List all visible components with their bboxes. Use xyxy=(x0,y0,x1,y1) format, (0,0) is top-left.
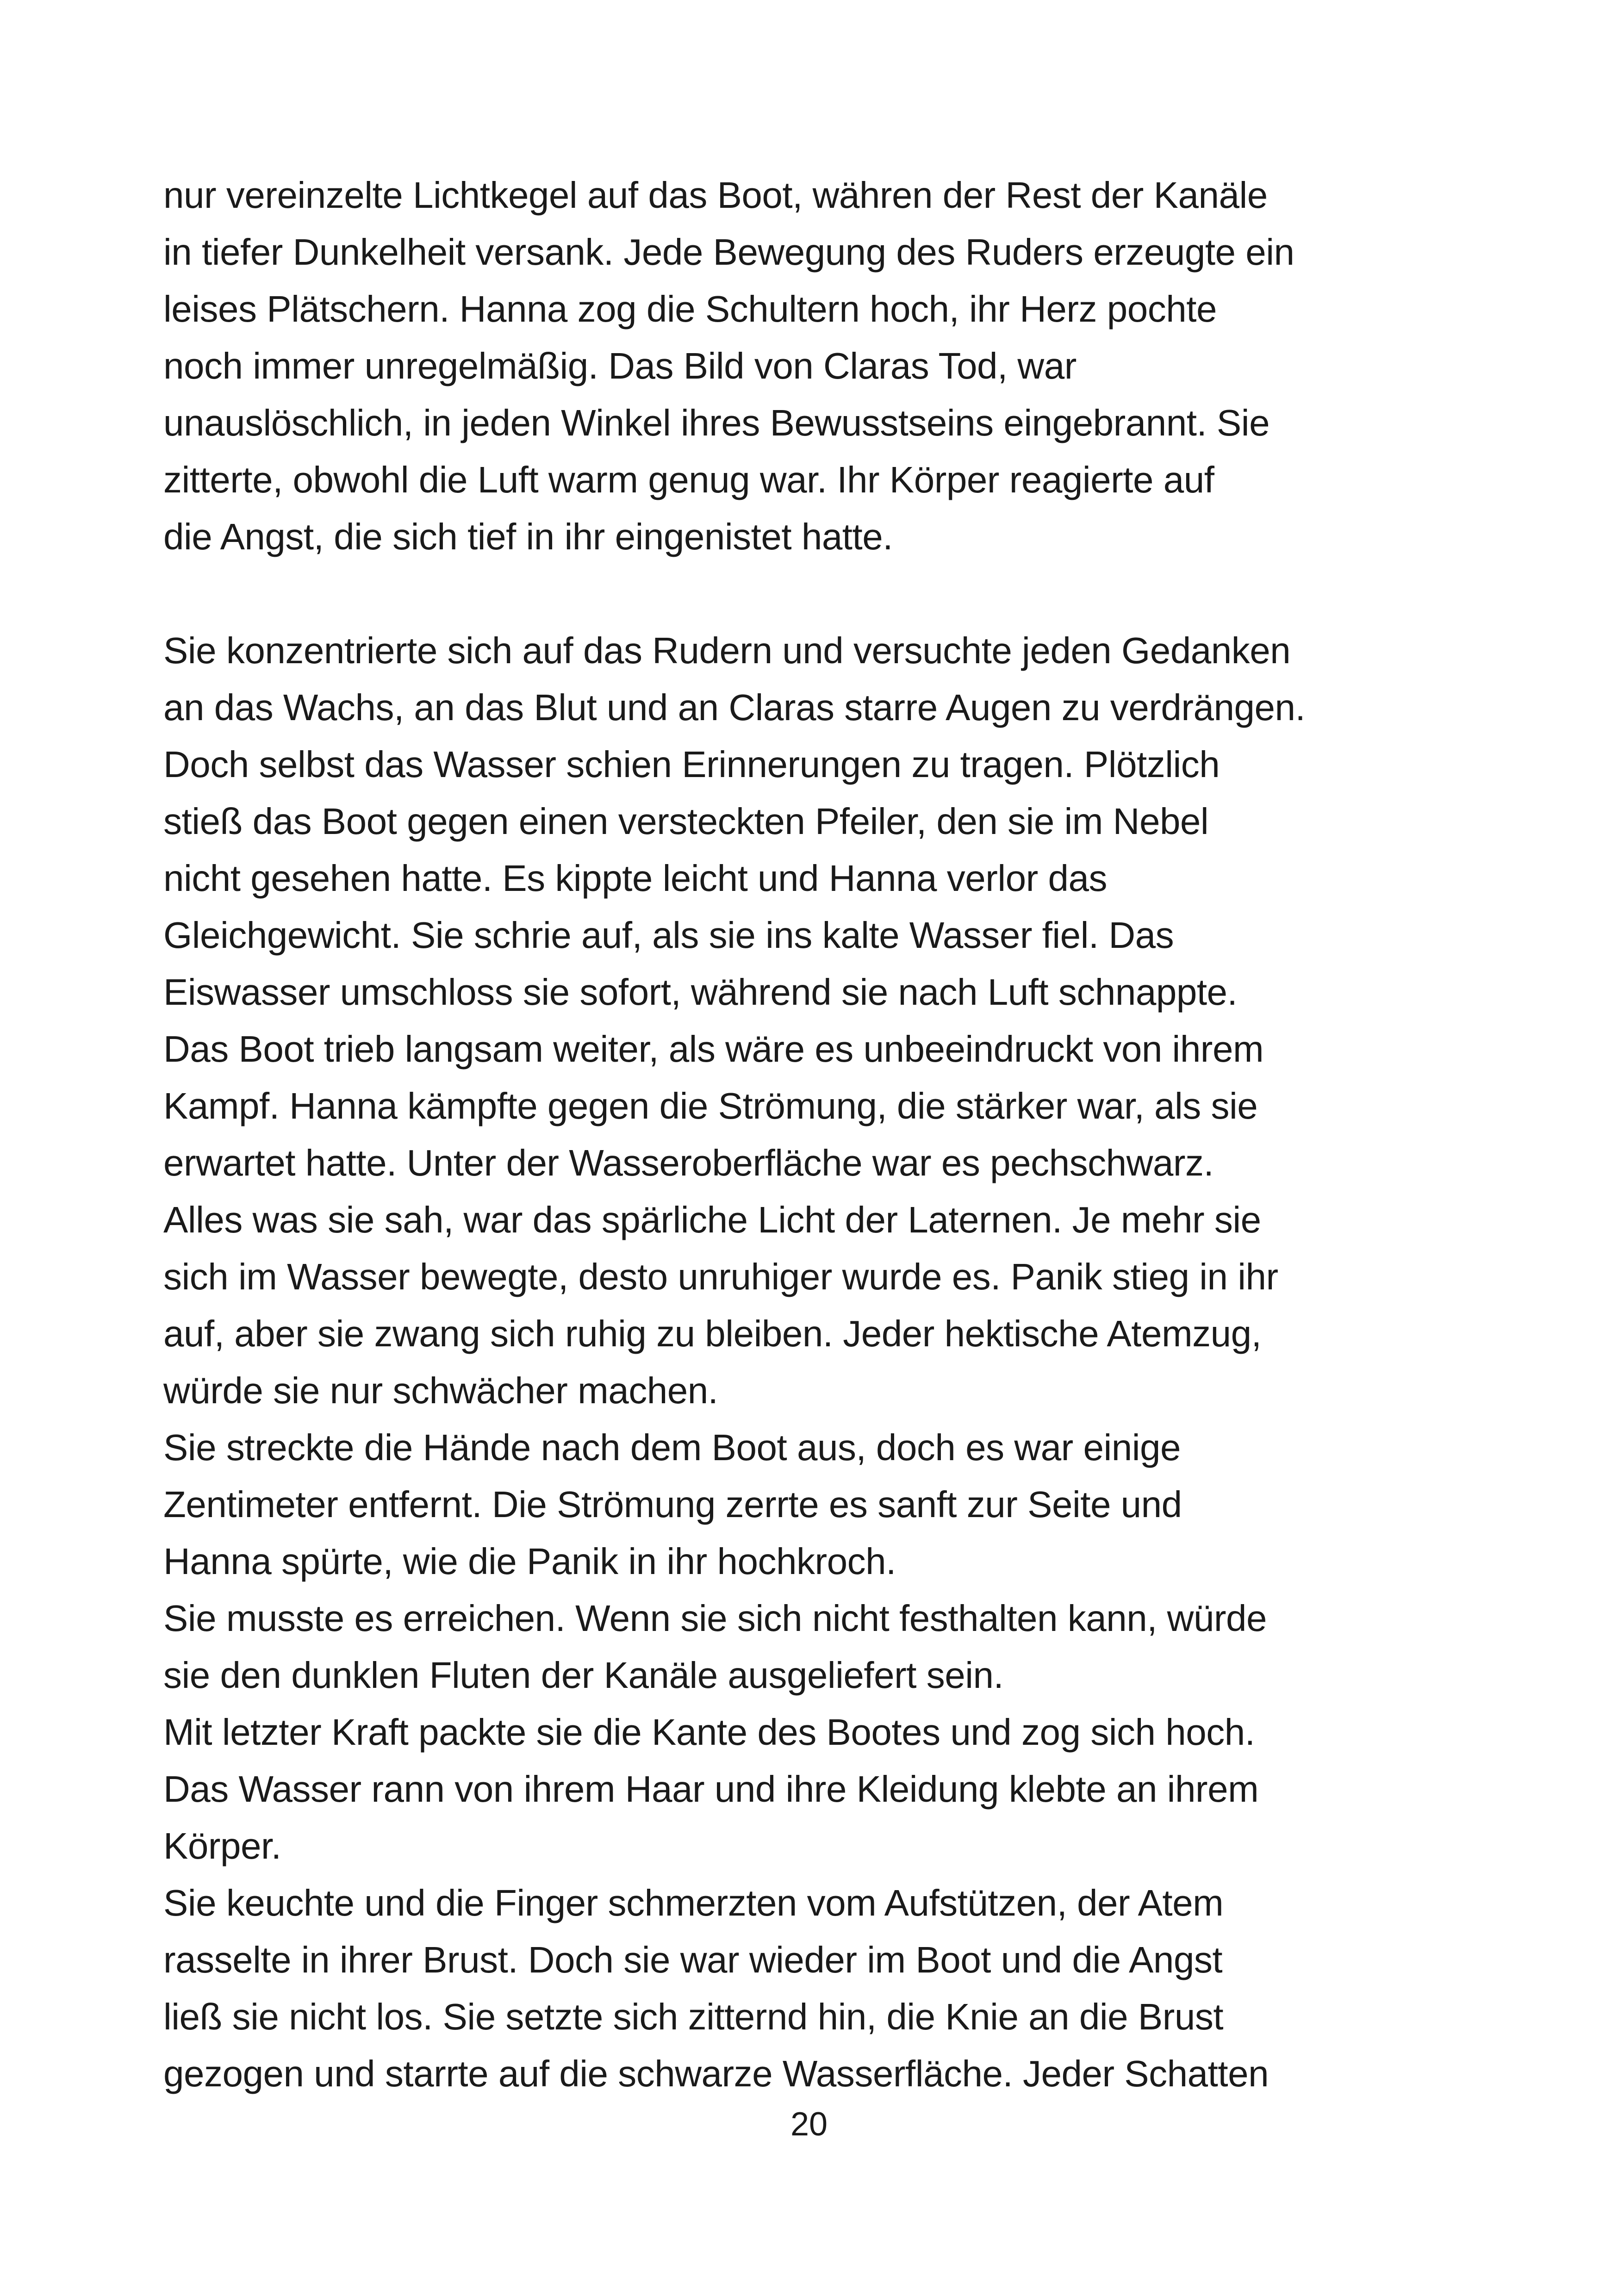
text-line: Sie keuchte und die Finger schmerzten vom Aufstützen, der Atem xyxy=(163,1882,1224,1923)
paragraph-2 xyxy=(163,622,1496,2102)
text-line: nicht gesehen hatte. Es kippte leicht und Hanna verlor das xyxy=(163,858,1107,899)
paragraph-gap xyxy=(163,565,1496,622)
text-line: Körper. xyxy=(163,1825,281,1867)
text-line: Sie streckte die Hände nach dem Boot aus, doch es war einige xyxy=(163,1427,1181,1468)
text-line: Sie musste es erreichen. Wenn sie sich nicht festhalten kann, würde xyxy=(163,1598,1267,1639)
text-line: sich im Wasser bewegte, desto unruhiger wurde es. Panik stieg in ihr xyxy=(163,1256,1278,1297)
text-line: leises Plätschern. Hanna zog die Schultern hoch, ihr Herz pochte xyxy=(163,288,1217,330)
text-line: erwartet hatte. Unter der Wasseroberfläche war es pechschwarz. xyxy=(163,1142,1214,1183)
text-line: unauslöschlich, in jeden Winkel ihres Bewusstseins eingebrannt. Sie xyxy=(163,402,1270,443)
text-line: noch immer unregelmäßig. Das Bild von Claras Tod, war xyxy=(163,345,1077,386)
text-line: Hanna spürte, wie die Panik in ihr hochkroch. xyxy=(163,1541,896,1582)
text-line: Zentimeter entfernt. Die Strömung zerrte es sanft zur Seite und xyxy=(163,1484,1182,1525)
page-number: 20 xyxy=(790,2106,828,2143)
body-text xyxy=(163,167,1496,2102)
text-line: an das Wachs, an das Blut und an Claras starre Augen zu verdrängen. xyxy=(163,687,1306,728)
text-line: stieß das Boot gegen einen versteckten Pfeiler, den sie im Nebel xyxy=(163,801,1209,842)
text-line: Das Wasser rann von ihrem Haar und ihre Kleidung klebte an ihrem xyxy=(163,1768,1259,1810)
text-line: würde sie nur schwächer machen. xyxy=(163,1370,718,1411)
text-line: Doch selbst das Wasser schien Erinnerungen zu tragen. Plötzlich xyxy=(163,744,1220,785)
text-line: Alles was sie sah, war das spärliche Licht der Laternen. Je mehr sie xyxy=(163,1199,1261,1240)
text-line: sie den dunklen Fluten der Kanäle ausgeliefert sein. xyxy=(163,1655,1004,1696)
text-line: Gleichgewicht. Sie schrie auf, als sie ins kalte Wasser fiel. Das xyxy=(163,915,1174,956)
text-line: ließ sie nicht los. Sie setzte sich zitternd hin, die Knie an die Brust xyxy=(163,1996,1224,2037)
text-line: gezogen und starrte auf die schwarze Wasserfläche. Jeder Schatten xyxy=(163,2053,1269,2094)
text-line: zitterte, obwohl die Luft warm genug war. Ihr Körper reagierte auf xyxy=(163,459,1214,500)
text-line: Sie konzentrierte sich auf das Rudern und versuchte jeden Gedanken xyxy=(163,630,1291,671)
text-line: in tiefer Dunkelheit versank. Jede Bewegung des Ruders erzeugte ein xyxy=(163,231,1294,273)
text-line: nur vereinzelte Lichtkegel auf das Boot, währen der Rest der Kanäle xyxy=(163,174,1268,216)
text-line: rasselte in ihrer Brust. Doch sie war wieder im Boot und die Angst xyxy=(163,1939,1223,1980)
text-line: Mit letzter Kraft packte sie die Kante des Bootes und zog sich hoch. xyxy=(163,1711,1255,1753)
text-line: Eiswasser umschloss sie sofort, während sie nach Luft schnappte. xyxy=(163,971,1238,1013)
text-line: Das Boot trieb langsam weiter, als wäre es unbeeindruckt von ihrem xyxy=(163,1028,1264,1070)
paragraph-1 xyxy=(163,167,1496,565)
text-line: die Angst, die sich tief in ihr eingenistet hatte. xyxy=(163,516,893,557)
text-line: Kampf. Hanna kämpfte gegen die Strömung, die stärker war, als sie xyxy=(163,1085,1258,1126)
text-line: auf, aber sie zwang sich ruhig zu bleiben. Jeder hektische Atemzug, xyxy=(163,1313,1262,1354)
